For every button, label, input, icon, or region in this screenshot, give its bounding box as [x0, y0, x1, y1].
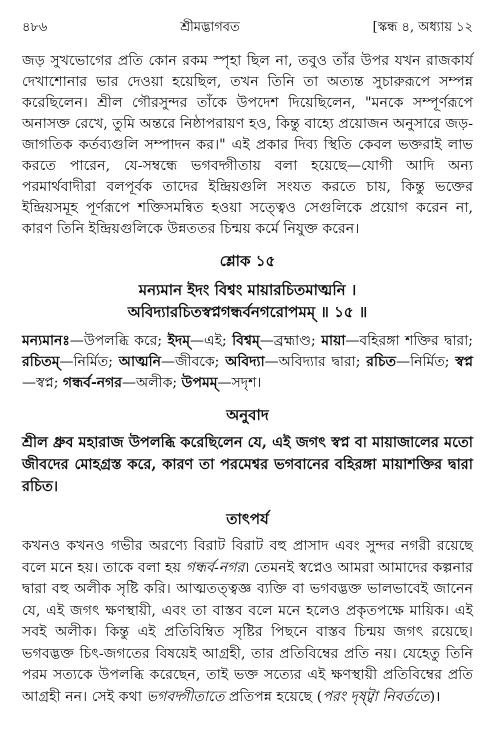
synonym-word: ইদম্	[167, 333, 191, 349]
page-header	[22, 18, 473, 39]
synonym-word: স্বপ্ন	[455, 354, 474, 370]
purport-part-2: । তেমনই স্বপ্নেও আমরা আমাদের কল্পনার দ্বারা বহু অলীক সৃষ্টি করি। আত্মতত্ত্বজ্ঞ ব্যক্তি বা ভগবদ্ভক্ত ভালভাবেই জানেন যে, এই জগৎ ক্ষণস্থায়ী, এবং তা বাস্তব বলে মনে হলেও প্রকৃতপক্ষে মায়িক। এই সবই অলীক। কিন্তু এই প্রতিবিম্বিত সৃষ্টির পিছনে বাস্তব চিন্ময় জগৎ রয়েছে। ভগবদ্ভক্ত চিৎ-জগতের বিষয়েই আগ্রহী, তার প্রতিবিম্বের প্রতি নয়। যেহেতু তিনি পরম সত্যকে উপলব্ধি করেছেন, তাই ভক্ত সত্যের এই ক্ষণস্থায়ী প্রতিবিম্বের প্রতি আগ্রহী নন। সেই কথা	[22, 559, 473, 705]
synonym-word: গন্ধর্ব-নগর	[62, 375, 123, 391]
synonym-word: আত্মনি	[118, 354, 161, 370]
synonym-word: রচিতম্	[22, 354, 60, 370]
intro-paragraph: জড় সুখভোগের প্রতি কোন রকম স্পৃহা ছিল না, তবুও তাঁর উপর যখন রাজকার্য দেখাশোনার ভার দেওয়া হয়েছিল, তখন তিনি তা অত্যন্ত সুচারুরূপে সম্পন্ন করেছিলেন। শ্রীল গৌরসুন্দর তাঁকে উপদেশ দিয়েছিলেন, "মনকে সম্পূর্ণরূপে অনাসক্ত রেখে, তুমি অন্তরে নিষ্ঠাপরায়ণ হও, কিন্তু বাহ্যে প্রয়োজন অনুসারে জড়-জাগতিক কর্তব্যগুলি সম্পাদন কর।" এই প্রকার দিব্য স্থিতি কেবল ভক্তরাই লাভ করতে পারেন, যে-সম্বন্ধে ভগবদ্গীতায় বলা হয়েছে—যোগী আদি অন্য পরমার্থবাদীরা বলপূর্বক তাদের ইন্দ্রিয়গুলি সংযত করতে চায়, কিন্তু ভক্তের ইন্দ্রিয়সমূহ পূর্ণরূপে শক্তিসমন্বিত হওয়া সত্ত্বেও সেগুলিকে প্রয়োগ করেন না, কারণ তিনি ইন্দ্রিয়গুলিকে উন্নততর চিন্ময় কর্মে নিযুক্ত করেন।	[22, 53, 473, 237]
synonym-meaning: —বহিরঙ্গা শক্তির দ্বারা;	[345, 333, 474, 349]
purport-term-gandharva: গন্ধর্ব-নগর	[185, 559, 245, 576]
synonym-word: অবিদ্যা	[225, 354, 265, 370]
book-title: শ্রীমদ্ভাগবত	[180, 20, 240, 35]
synonym-word: মন্যমানঃ	[22, 333, 70, 349]
synonym-meaning: —উপলব্ধি করে;	[69, 333, 168, 349]
synonym-meaning: —জীবকে;	[160, 354, 226, 370]
synonym-word: রচিত	[366, 354, 397, 370]
page-number: ৪৮৬	[22, 20, 48, 35]
synonym-meaning: —অবিদ্যার দ্বারা;	[264, 354, 367, 370]
verse-line-2: অবিদ্যারচিতস্বপ্নগন্ধর্বনগরোপমম্ ॥ ১৫ ॥	[127, 303, 368, 321]
synonym-meaning: —অলীক;	[122, 375, 182, 391]
translation-title: অনুবাদ	[226, 406, 269, 424]
purport-part-1: কখনও কখনও গভীর অরণ্যে বিরাট বিরাট বহু প্রাসাদ এবং সুন্দর নগরী রয়েছে বলে মনে হয়। তাকে বলা হয়	[22, 538, 473, 576]
synonym-meaning: —এই;	[190, 333, 233, 349]
purport-term-quote: পরং দৃষ্ট্বা নিবর্ততে	[322, 688, 430, 705]
purport-part-4: )।	[429, 688, 441, 705]
chapter-reference: [স্কন্ধ ৪, অধ্যায় ১২	[372, 20, 473, 35]
synonyms-block	[22, 331, 473, 394]
synonym-meaning: —ব্রহ্মাণ্ড;	[259, 333, 322, 349]
synonym-word: বিশ্বম্	[232, 333, 260, 349]
synonym-meaning: —স্বপ্ন;	[22, 375, 63, 391]
synonym-word: মায়া	[321, 333, 346, 349]
translation-text: শ্রীল ধ্রুব মহারাজ উপলব্ধি করেছিলেন যে, এই জগৎ স্বপ্ন বা মায়াজালের মতো জীবদের মোহগ্রস্ত করে, কারণ তা পরমেশ্বর ভগবানের বহিরঙ্গা মায়াশক্তির দ্বারা রচিত।	[22, 434, 473, 495]
synonym-meaning: —নির্মিত;	[396, 354, 456, 370]
synonym-meaning: —সদৃশ।	[217, 375, 262, 391]
purport-text	[22, 536, 473, 708]
verse-title: শ্লোক ১৫	[219, 252, 276, 270]
synonym-meaning: —নির্মিত;	[59, 354, 119, 370]
purport-part-3: প্রতিপন্ন হয়েছে (	[224, 688, 323, 705]
purport-title: তাৎপর্য	[226, 510, 269, 528]
verse-line-1: মন্যমান ইদং বিশ্বং মায়ারচিতমাত্মনি ।	[138, 281, 357, 299]
synonym-word: উপমম্	[181, 375, 218, 391]
purport-term-gita: ভগবদ্গীতাতে	[146, 688, 225, 705]
